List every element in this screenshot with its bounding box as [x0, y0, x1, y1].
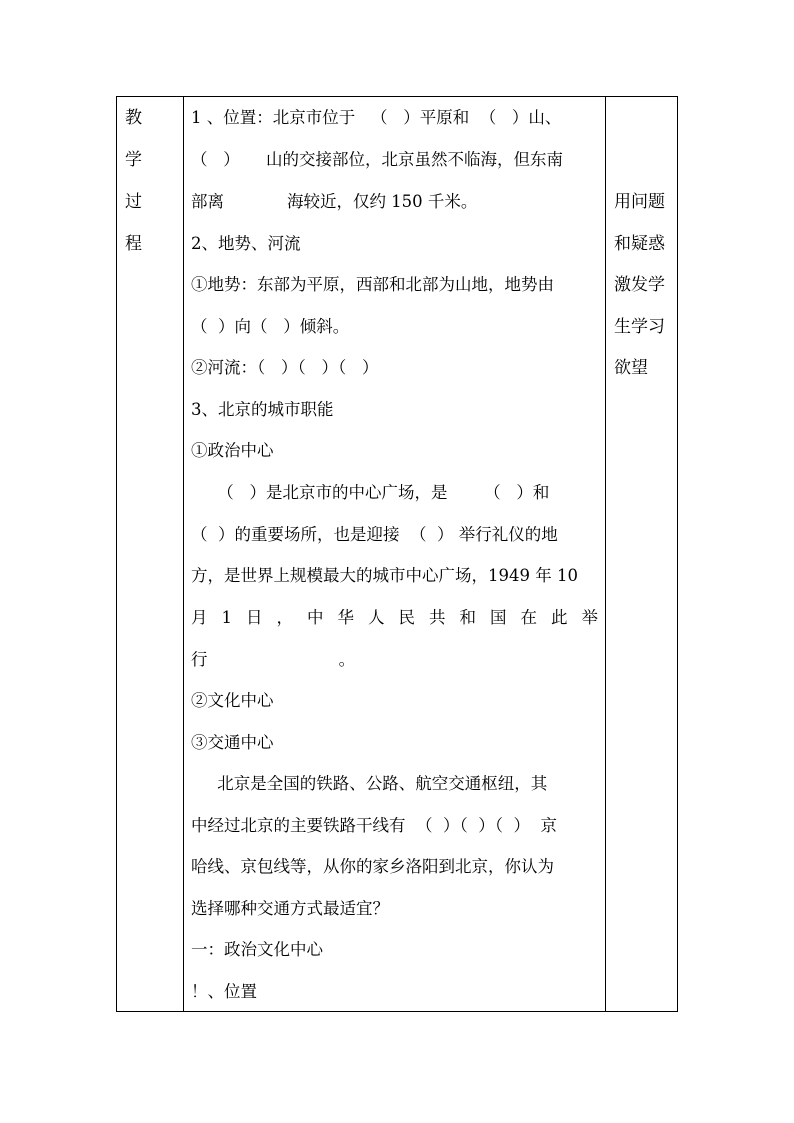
content-line: 中经过北京的主要铁路干线有 （ ）（ ）（ ） 京 [191, 816, 557, 835]
justified-char: 共 [429, 608, 446, 627]
justified-char: 月 [191, 608, 208, 627]
justified-char: ， [276, 608, 293, 627]
content-line: 选择哪种交通方式最适宜？ [191, 899, 389, 918]
justified-char: 人 [368, 608, 385, 627]
column-divider-left [183, 97, 184, 1011]
justified-char: 1 [221, 608, 232, 627]
justified-char: 此 [551, 608, 568, 627]
content-line: 方，是世界上规模最大的城市中心广场，1949 年 10 [191, 566, 578, 585]
intent-line: 欲望 [614, 358, 648, 378]
sub-heading: ③交通中心 [191, 733, 274, 752]
content-line: ①地势：东部为平原，西部和北部为山地，地势由 [191, 275, 554, 294]
section-heading: 一：政治文化中心 [191, 940, 323, 959]
intent-line: 生学习 [614, 317, 665, 337]
lesson-table [116, 96, 678, 1012]
justified-char: 国 [490, 608, 507, 627]
justified-char: 举 [581, 608, 598, 627]
content-line: 部离 海较近，仅约 150 千米。 [191, 192, 478, 211]
content-line: ②河流：（ ）（ ）（ ） [191, 358, 379, 377]
sub-heading: ②文化中心 [191, 691, 274, 710]
content-line: 哈线、京包线等，从你的家乡洛阳到北京，你认为 [191, 857, 554, 876]
justified-char: 日 [246, 608, 263, 627]
content-line: ！、位置 [191, 982, 257, 1001]
justified-char: 华 [337, 608, 354, 627]
stage-char: 教 [125, 108, 142, 128]
intent-line: 激发学 [614, 275, 665, 295]
section-heading: 2、地势、河流 [191, 234, 301, 253]
content-line: （ ）向（ ）倾斜。 [191, 317, 350, 336]
column-divider-right [605, 97, 606, 1011]
stage-char: 过 [125, 192, 142, 212]
content-line: 1 、位置：北京市位于 （ ）平原和 （ ）山、 [191, 108, 562, 127]
justified-line [191, 608, 598, 628]
justified-char: 和 [459, 608, 476, 627]
intent-line: 和疑惑 [614, 234, 665, 254]
justified-char: 民 [398, 608, 415, 627]
content-line: （ ） 山的交接部位，北京虽然不临海，但东南 [191, 150, 563, 169]
justified-char: 在 [520, 608, 537, 627]
section-heading: 3、北京的城市职能 [191, 400, 334, 419]
intent-line: 用问题 [614, 192, 665, 212]
content-line: 北京是全国的铁路、公路、航空交通枢纽，其 [191, 774, 548, 793]
content-line: 行 。 [191, 650, 356, 669]
content-line: （ ）是北京市的中心广场，是 （ ）和 [191, 483, 550, 502]
justified-char: 中 [307, 608, 324, 627]
stage-char: 程 [125, 234, 142, 254]
content-line: （ ）的重要场所，也是迎接 （ ） 举行礼仪的地 [191, 525, 558, 544]
stage-char: 学 [125, 150, 142, 170]
sub-heading: ①政治中心 [191, 441, 274, 460]
